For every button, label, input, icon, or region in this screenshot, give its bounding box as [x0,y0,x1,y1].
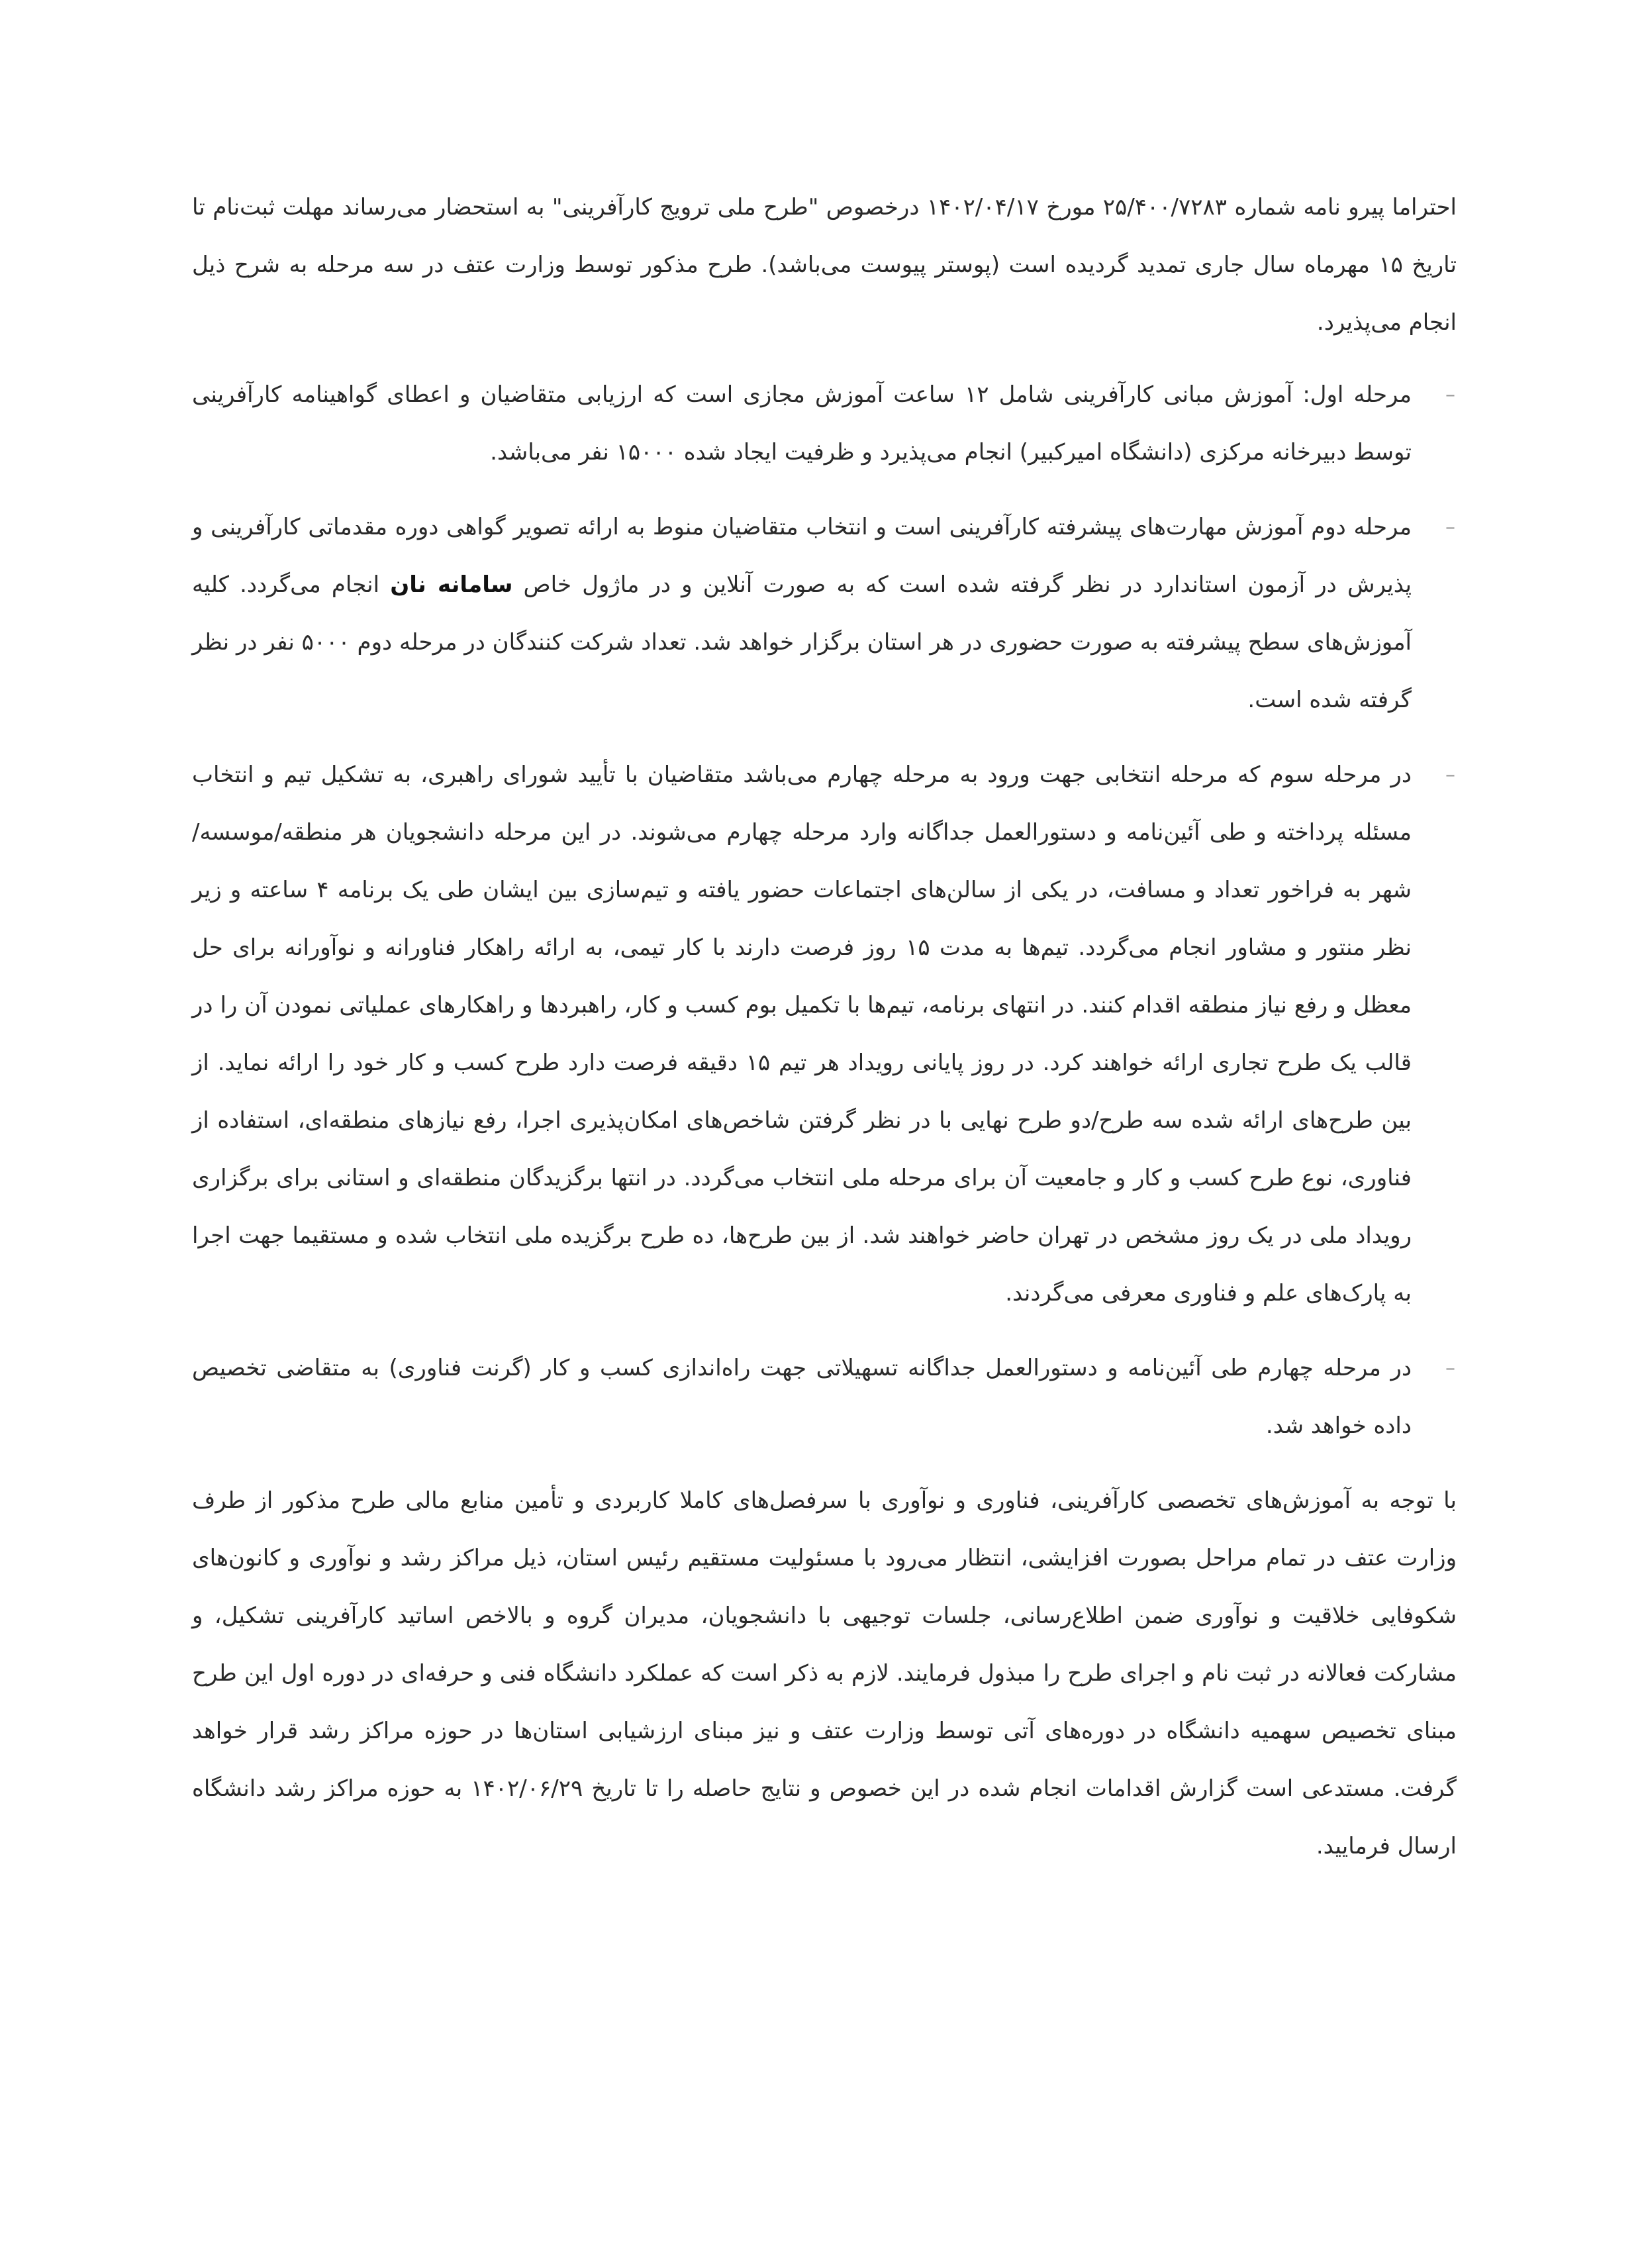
dash-bullet-icon: – [1445,383,1455,407]
stages-list [192,366,1457,1455]
letter-body [192,179,1457,1890]
stage-2-text-after: انجام می‌گردد. کلیه آموزش‌های سطح پیشرفته به صورت حضوری در هر استان برگزار خواهد شد. تعداد شرکت کنندگان در مرحله دوم ۵۰۰۰ نفر در نظر گرفته شده است. [192,571,1412,713]
stage-2-bold-term: سامانه نان [390,571,513,598]
stage-2-text-before: مرحله دوم آموزش مهارت‌های پیشرفته کارآفرینی است و انتخاب متقاضیان منوط به ارائه تصویر گواهی دوره مقدماتی کارآفرینی و پذیرش در آزمون استاندارد در نظر گرفته شده است که به صورت آنلاین و در ماژول خاص [192,514,1412,598]
stage-4-text: در مرحله چهارم طی آئین‌نامه و دستورالعمل جداگانه تسهیلاتی جهت راه‌اندازی کسب و کار (گرنت فناوری) به متقاضی تخصیص داده خواهد شد. [192,1355,1412,1439]
stage-3-text: در مرحله سوم که مرحله انتخابی جهت ورود به مرحله چهارم می‌باشد متقاضیان با تأیید شورای راهبری، به تشکیل تیم و انتخاب مسئله پرداخته و طی آئین‌نامه و دستورالعمل جداگانه وارد مرحله چهارم می‌شوند. در این مرحله دانشجویان هر منطقه/موسسه/شهر به فراخور تعداد و مسافت، در یکی از سالن‌های اجتماعات حضور یافته و تیم‌سازی بین ایشان طی یک برنامه ۴ ساعته و زیر نظر منتور و مشاور انجام می‌گردد. تیم‌ها به مدت ۱۵ روز فرصت دارند با کار تیمی، به ارائه راهکار فناورانه و نوآورانه برای حل معظل و رفع نیاز منطقه اقدام کنند. در انتهای برنامه، تیم‌ها با تکمیل بوم کسب و کار، راهبردها و راهکارهای عملیاتی نمودن آن را در قالب یک طرح تجاری ارائه خواهند کرد. در روز پایانی رویداد هر تیم ۱۵ دقیقه فرصت دارد طرح کسب و کار خود را ارائه نماید. از بین طرح‌های ارائه شده سه طرح/دو طرح نهایی با در نظر گرفتن شاخص‌های امکان‌پذیری اجرا، رفع نیازهای منطقه‌ای، استفاده از فناوری، نوع طرح کسب و کار و جامعیت آن برای مرحله ملی انتخاب می‌گردد. در انتها برگزیدگان منطقه‌ای و استانی برای برگزاری رویداد ملی در یک روز مشخص در تهران حاضر خواهند شد. از بین طرح‌ها، ده طرح برگزیده ملی انتخاب شده و مستقیما جهت اجرا به پارک‌های علم و فناوری معرفی می‌گردند. [192,762,1412,1307]
stage-1-text: مرحله اول: آموزش مبانی کارآفرینی شامل ۱۲ ساعت آموزش مجازی است که ارزیابی متقاضیان و اعطای گواهینامه کارآفرینی توسط دبیرخانه مرکزی (دانشگاه امیرکبیر) انجام می‌پذیرد و ظرفیت ایجاد شده ۱۵۰۰۰ نفر می‌باشد. [192,381,1412,466]
stage-item-3 [192,746,1457,1322]
stage-item-1 [192,366,1457,481]
intro-paragraph: احتراما پیرو نامه شماره ۲۵/۴۰۰/۷۲۸۳ مورخ ۱۴۰۲/۰۴/۱۷ درخصوص "طرح ملی ترویج کارآفرینی" به استحضار می‌رساند مهلت ثبت‌نام تا تاریخ ۱۵ مهرماه سال جاری تمدید گردیده است (پوستر پیوست می‌باشد). طرح مذکور توسط وزارت عتف در سه مرحله به شرح ذیل انجام می‌پذیرد. [192,194,1457,336]
stage-item-2 [192,499,1457,729]
dash-bullet-icon: – [1445,516,1455,539]
dash-bullet-icon: – [1445,764,1455,787]
closing-paragraph: با توجه به آموزش‌های تخصصی کارآفرینی، فناوری و نوآوری با سرفصل‌های کاملا کاربردی و تأمین منابع مالی طرح مذکور از طرف وزارت عتف در تمام مراحل بصورت افزایشی، انتظار می‌رود با مسئولیت مستقیم رئیس استان، ذیل مراکز رشد و نوآوری و کانون‌های شکوفایی خلاقیت و نوآوری ضمن اطلاع‌رسانی، جلسات توجیهی با دانشجویان، مدیران گروه و بالاخص اساتید کارآفرینی تشکیل، و مشارکت فعالانه در ثبت نام و اجرای طرح را مبذول فرمایند. لازم به ذکر است که عملکرد دانشگاه فنی و حرفه‌ای در دوره اول این طرح مبنای تخصیص سهمیه دانشگاه در دوره‌های آتی توسط وزارت عتف و نیز مبنای ارزشیابی استان‌ها در حوزه مراکز رشد قرار خواهد گرفت. مستدعی است گزارش اقدامات انجام شده در این خصوص و نتایج حاصله را تا تاریخ ۱۴۰۲/۰۶/۲۹ به حوزه مراکز رشد دانشگاه ارسال فرمایید. [192,1487,1457,1859]
stage-item-4 [192,1340,1457,1455]
dash-bullet-icon: – [1445,1357,1455,1380]
